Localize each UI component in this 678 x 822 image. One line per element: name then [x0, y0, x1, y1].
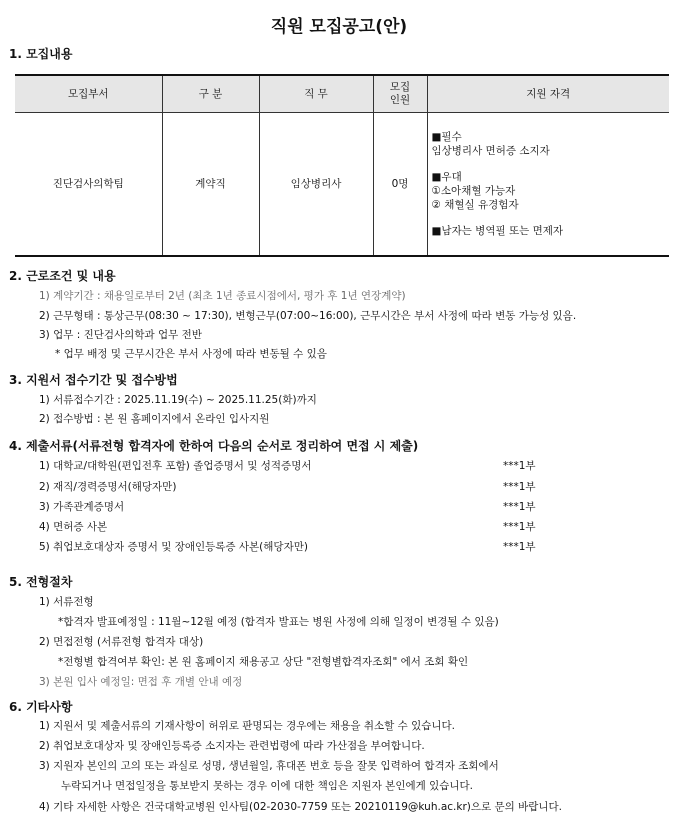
table-row: [15, 112, 669, 256]
misc-item: 3) 지원자 본인의 고의 또는 과실로 성명, 생년월일, 휴대폰 번호 등을 잘못 입력하여 합격자 조회에서: [39, 760, 499, 772]
selection-document-note: *합격자 발표예정일 : 11월~12월 예정 (합격자 발표는 병원 사정에 의해 일정이 변경될 수 있음): [58, 616, 499, 628]
section-heading-application: 3. 지원서 접수기간 및 접수방법: [9, 373, 178, 387]
qual-preferred-title: ■우대: [431, 170, 462, 183]
cell-qualification: [427, 112, 669, 256]
cell-count: 0명: [373, 112, 427, 256]
header-count: [373, 75, 427, 112]
section-heading-recruitment: 1. 모집내용: [9, 47, 73, 61]
duties-note: * 업무 배정 및 근무시간은 부서 사정에 따라 변동될 수 있음: [55, 348, 327, 360]
qual-preferred-item-1: ①소아채혈 가능자: [431, 184, 516, 197]
qual-required-item: 임상병리사 면허증 소지자: [431, 144, 550, 157]
header-dept: 모집부서: [15, 75, 162, 112]
misc-item: 1) 지원서 및 제출서류의 기재사항이 허위로 판명되는 경우에는 채용을 취소할 수 있습니다.: [39, 720, 455, 732]
document-item: 1) 대학교/대학원(편입전후 포함) 졸업증명서 및 성적증명서: [39, 460, 312, 472]
recruitment-table: [15, 74, 669, 257]
document-copies: ***1부: [503, 460, 536, 472]
section-heading-conditions: 2. 근로조건 및 내용: [9, 269, 116, 283]
misc-item: 2) 취업보호대상자 및 장애인등록증 소지자는 관련법령에 따라 가산점을 부여합니다.: [39, 740, 425, 752]
contract-period: 1) 계약기간 : 채용일로부터 2년 (최초 1년 종료시점에서, 평가 후 1년 연장계약): [39, 290, 406, 302]
selection-interview-note: *전형별 합격여부 확인: 본 원 홈페이지 채용공고 상단 "전형별합격자조회" 에서 조회 확인: [58, 656, 469, 668]
header-duty: 직 무: [259, 75, 373, 112]
work-type: 2) 근무형태 : 통상근무(08:30 ~ 17:30), 변형근무(07:00~16:00), 근무시간은 부서 사정에 따라 변동 가능성 있음.: [39, 310, 577, 322]
page-title: 직원 모집공고(안): [270, 17, 408, 37]
selection-start-date: 3) 본원 입사 예정일: 면접 후 개별 안내 예정: [39, 676, 243, 688]
header-qualification: 지원 자격: [427, 75, 669, 112]
misc-item-continued: 누락되거나 면접일정을 통보받지 못하는 경우 이에 대한 책임은 지원자 본인에게 있습니다.: [61, 780, 474, 792]
section-heading-documents: 4. 제출서류(서류전형 합격자에 한하여 다음의 순서로 정리하여 면접 시 제출): [9, 439, 419, 453]
application-period: 1) 서류접수기간 : 2025.11.19(수) ~ 2025.11.25(화)까지: [39, 394, 317, 406]
document-item: 2) 재직/경력증명서(해당자만): [39, 481, 177, 493]
selection-document: 1) 서류전형: [39, 596, 94, 608]
document-copies: ***1부: [503, 541, 536, 553]
section-heading-selection: 5. 전형절차: [9, 575, 73, 589]
document-copies: ***1부: [503, 521, 536, 533]
table-header-row: [15, 75, 669, 112]
document-item: 4) 면허증 사본: [39, 521, 108, 533]
document-copies: ***1부: [503, 501, 536, 513]
qual-preferred-item-2: ② 채혈실 유경험자: [431, 198, 519, 211]
document-copies: ***1부: [503, 481, 536, 493]
qual-military: ■남자는 병역필 또는 면제자: [431, 224, 564, 237]
header-count-label: 모집 인원: [389, 80, 411, 106]
cell-type: 계약직: [162, 112, 259, 256]
section-heading-misc: 6. 기타사항: [9, 700, 73, 714]
duties: 3) 업무 : 진단검사의학과 업무 전반: [39, 329, 202, 341]
document-item: 5) 취업보호대상자 증명서 및 장애인등록증 사본(해당자만): [39, 541, 308, 553]
document-item: 3) 가족관계증명서: [39, 501, 125, 513]
qual-required-title: ■필수: [431, 130, 462, 143]
cell-dept: 진단검사의학팀: [15, 112, 162, 256]
selection-interview: 2) 면접전형 (서류전형 합격자 대상): [39, 636, 204, 648]
misc-contact: 4) 기타 자세한 사항은 건국대학교병원 인사팀(02-2030-7759 또는 20210119@kuh.ac.kr)으로 문의 바랍니다.: [39, 801, 563, 813]
application-method: 2) 접수방법 : 본 원 홈페이지에서 온라인 입사지원: [39, 413, 270, 425]
cell-duty: 임상병리사: [259, 112, 373, 256]
header-type: 구 분: [162, 75, 259, 112]
